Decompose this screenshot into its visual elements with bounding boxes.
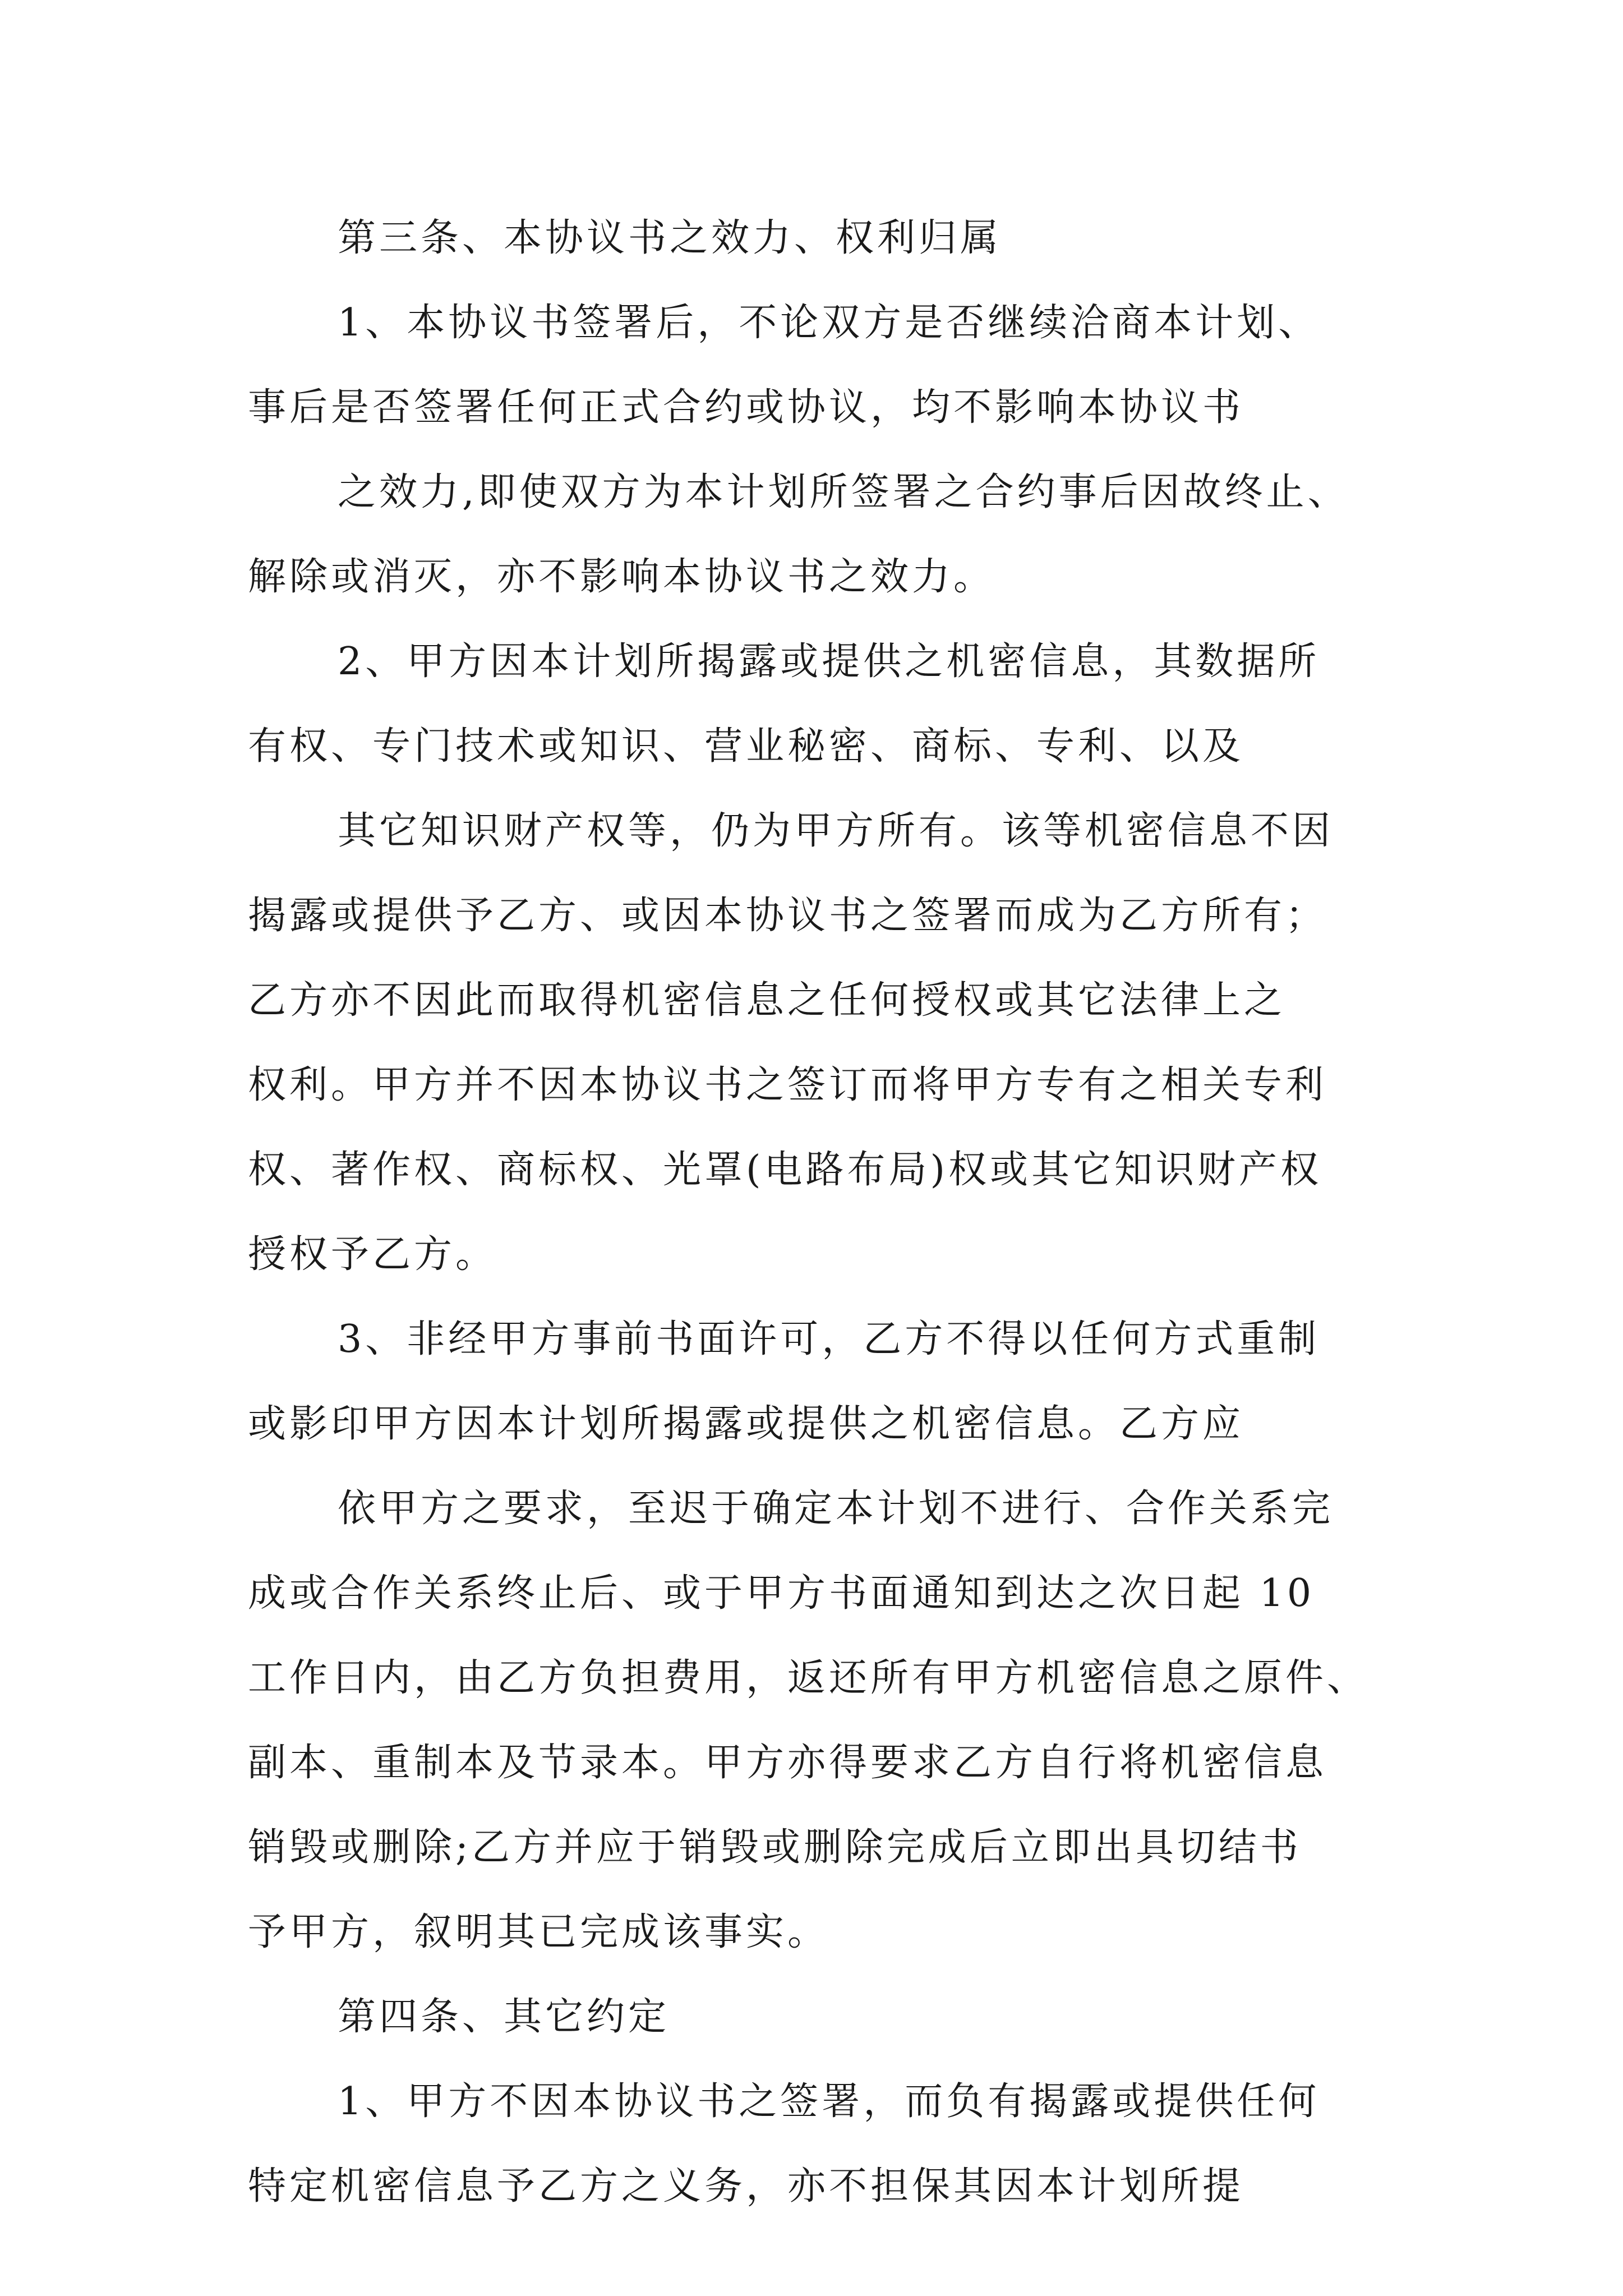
article-3-heading: 第三条、本协议书之效力、权利归属 bbox=[338, 216, 1002, 260]
paragraph-line: 授权予乙方。 bbox=[248, 1232, 497, 1277]
paragraph-line: 之效力,即使双方为本计划所签署之合约事后因故终止、 bbox=[338, 470, 1349, 514]
paragraph-line: 3、非经甲方事前书面许可，乙方不得以任何方式重制 bbox=[338, 1317, 1320, 1361]
paragraph-line: 解除或消灭，亦不影响本协议书之效力。 bbox=[248, 555, 995, 599]
paragraph-line: 销毁或删除;乙方并应于销毁或删除完成后立即出具切结书 bbox=[248, 1825, 1302, 1870]
paragraph-line: 成或合作关系终止后、或于甲方书面通知到达之次日起 10 bbox=[248, 1571, 1315, 1616]
paragraph-line: 权利。甲方并不因本协议书之签订而将甲方专有之相关专利 bbox=[248, 1063, 1327, 1107]
paragraph-line: 乙方亦不因此而取得机密信息之任何授权或其它法律上之 bbox=[248, 978, 1286, 1023]
paragraph-line: 依甲方之要求，至迟于确定本计划不进行、合作关系完 bbox=[338, 1487, 1334, 1531]
paragraph-line: 工作日内，由乙方负担费用，返还所有甲方机密信息之原件、 bbox=[248, 1656, 1369, 1700]
paragraph-line: 权、著作权、商标权、光罩(电路布局)权或其它知识财产权 bbox=[248, 1148, 1322, 1192]
article-4-heading: 第四条、其它约定 bbox=[338, 1995, 670, 2039]
paragraph-line: 特定机密信息予乙方之义务，亦不担保其因本计划所提 bbox=[248, 2164, 1244, 2208]
paragraph-line: 1、甲方不因本协议书之签署，而负有揭露或提供任何 bbox=[338, 2079, 1320, 2124]
paragraph-line: 有权、专门技术或知识、营业秘密、商标、专利、以及 bbox=[248, 724, 1244, 769]
paragraph-line: 2、甲方因本计划所揭露或提供之机密信息，其数据所 bbox=[338, 639, 1320, 684]
paragraph-line: 副本、重制本及节录本。甲方亦得要求乙方自行将机密信息 bbox=[248, 1741, 1327, 1785]
paragraph-line: 或影印甲方因本计划所揭露或提供之机密信息。乙方应 bbox=[248, 1402, 1244, 1446]
paragraph-line: 揭露或提供予乙方、或因本协议书之签署而成为乙方所有； bbox=[248, 894, 1327, 938]
paragraph-line: 予甲方，叙明其已完成该事实。 bbox=[248, 1910, 829, 1954]
paragraph-line: 事后是否签署任何正式合约或协议，均不影响本协议书 bbox=[248, 385, 1244, 430]
document-body bbox=[248, 210, 1392, 2243]
paragraph-line: 其它知识财产权等，仍为甲方所有。该等机密信息不因 bbox=[338, 809, 1334, 853]
paragraph-line: 1、本协议书签署后，不论双方是否继续洽商本计划、 bbox=[338, 301, 1320, 345]
